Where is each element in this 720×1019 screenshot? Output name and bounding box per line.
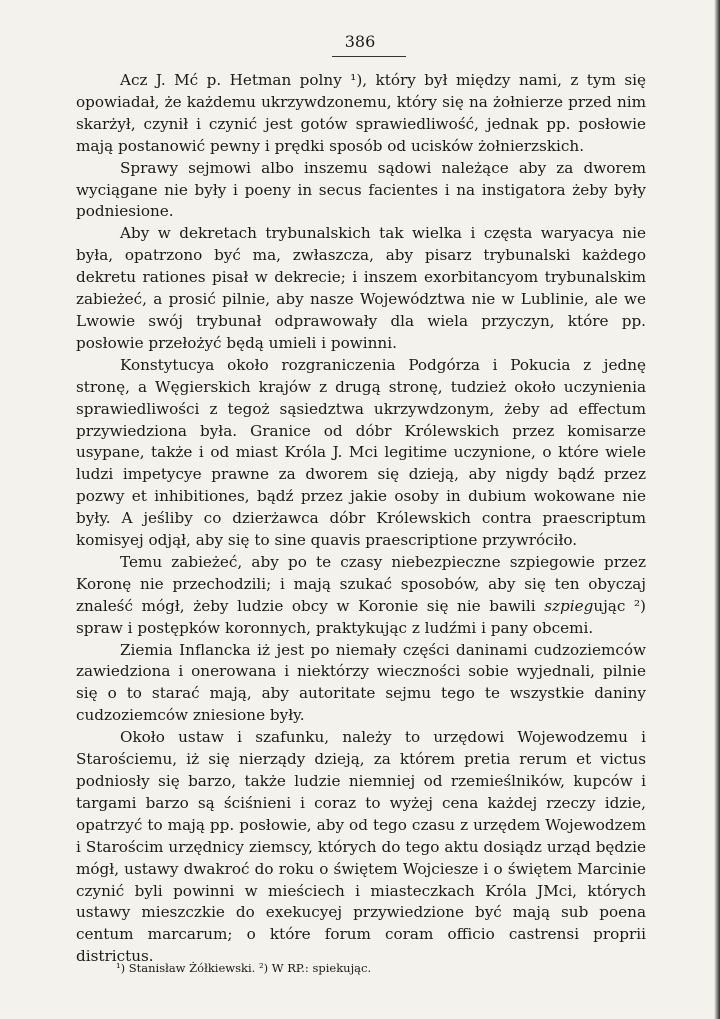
paragraph: Ziemia Inflancka iż jest po niemały części daninami cudzoziemców zawiedziona i onerowana i niektórzy wieczności sobie wyjednali, pilnie się o to starać mają, aby autoritate sejmu tego te wszystkie daniny cudzoziemców zniesione były.	[76, 640, 646, 725]
paragraph: Konstytucya około rozgraniczenia Podgórza i Pokucia z jednę stronę, a Węgierskich krajów z drugą stronę, tudzież około uczynienia sprawiedliwości z tegoż sąsiedztwa ukrzywdzonym, żeby ad effectum przywiedziona była. Granice od dóbr Królewskich przez komisarze usypane, także i od miast Króla J. Mci legitime uczynione, o które wiele ludzi impetycye prawne za dworem się dzieją, aby nigdy bądź przez pozwy et inhibitiones, bądź przez jakie osoby in dubium wokowane nie były. A jeśliby co dzierżawca dóbr Królewskich contra praescriptum komisyej odjął, aby się to sine quavis praescriptione przywróciło.	[76, 355, 646, 550]
page-edge-shadow	[714, 0, 720, 1019]
paragraph: Około ustaw i szafunku, należy to urzędowi Wojewodzemu i Starościemu, iż się nierządy dzieją, za którem pretia rerum et victus podniosły się barzo, także ludzie niemniej od rzemieślników, kupców i targami barzo są ściśnieni i coraz to wyżej cena każdej rzeczy idzie, opatrzyć to mają pp. posłowie, aby od tego czasu z urzędem Wojewodzem i Starościm urzędnicy ziemscy, których do tego aktu dosiądz urząd będzie mógł, ustawy dwakroć do roku o świętem Wojciesze i o świętem Marcinie czynić byli powinni w mieściech i miasteczkach Króla JMci, których ustawy mieszczkie do exekucyej przywiedzione być mają sub poena centum marcarum; o które forum coram officio castrensi proprii districtus.	[76, 728, 646, 966]
paragraph: Temu zabieżeć, aby po te czasy niebezpieczne szpiegowie przez Koronę nie przechodzili; i mają szukać sposobów, aby się ten obyczaj znaleść mógł, żeby ludzie obcy w Koronie się nie bawili szpiegując ²) spraw i postępków koronnych, praktykując z ludźmi i pany obcemi.	[76, 552, 646, 637]
paragraph: Sprawy sejmowi albo inszemu sądowi należące aby za dworem wyciągane nie były i poeny in secus facientes i na instigatora żeby były podniesione.	[76, 158, 646, 221]
body-text	[76, 70, 646, 968]
paragraph: Aby w dekretach trybunalskich tak wielka i częsta waryacya nie była, opatrzono być ma, zwłaszcza, aby pisarz trybunalski każdego dekretu rationes pisał w dekrecie; i inszem exorbitancyom trybunalskim zabieżeć, a prosić pilnie, aby nasze Województwa nie w Lublinie, ale we Lwowie swój trybunał odprawowały dla wiela przyczyn, które pp. posłowie przełożyć będą umieli i powinni.	[76, 224, 646, 352]
footnotes: ¹) Stanisław Żółkiewski. ²) W RP.: spiekując.	[116, 961, 372, 975]
page-number: 386	[344, 32, 376, 51]
italic-word: szpieg	[544, 596, 594, 615]
page-number-rule	[332, 56, 406, 57]
paragraph: Acz J. Mć p. Hetman polny ¹), który był między nami, z tym się opowiadał, że każdemu ukrzywdzonemu, który się na żołnierze przed nim skarżył, czynił i czynić jest gotów sprawiedliwość, jednak pp. posłowie mają postanowić pewny i prędki sposób od ucisków żołnierzskich.	[76, 71, 646, 155]
